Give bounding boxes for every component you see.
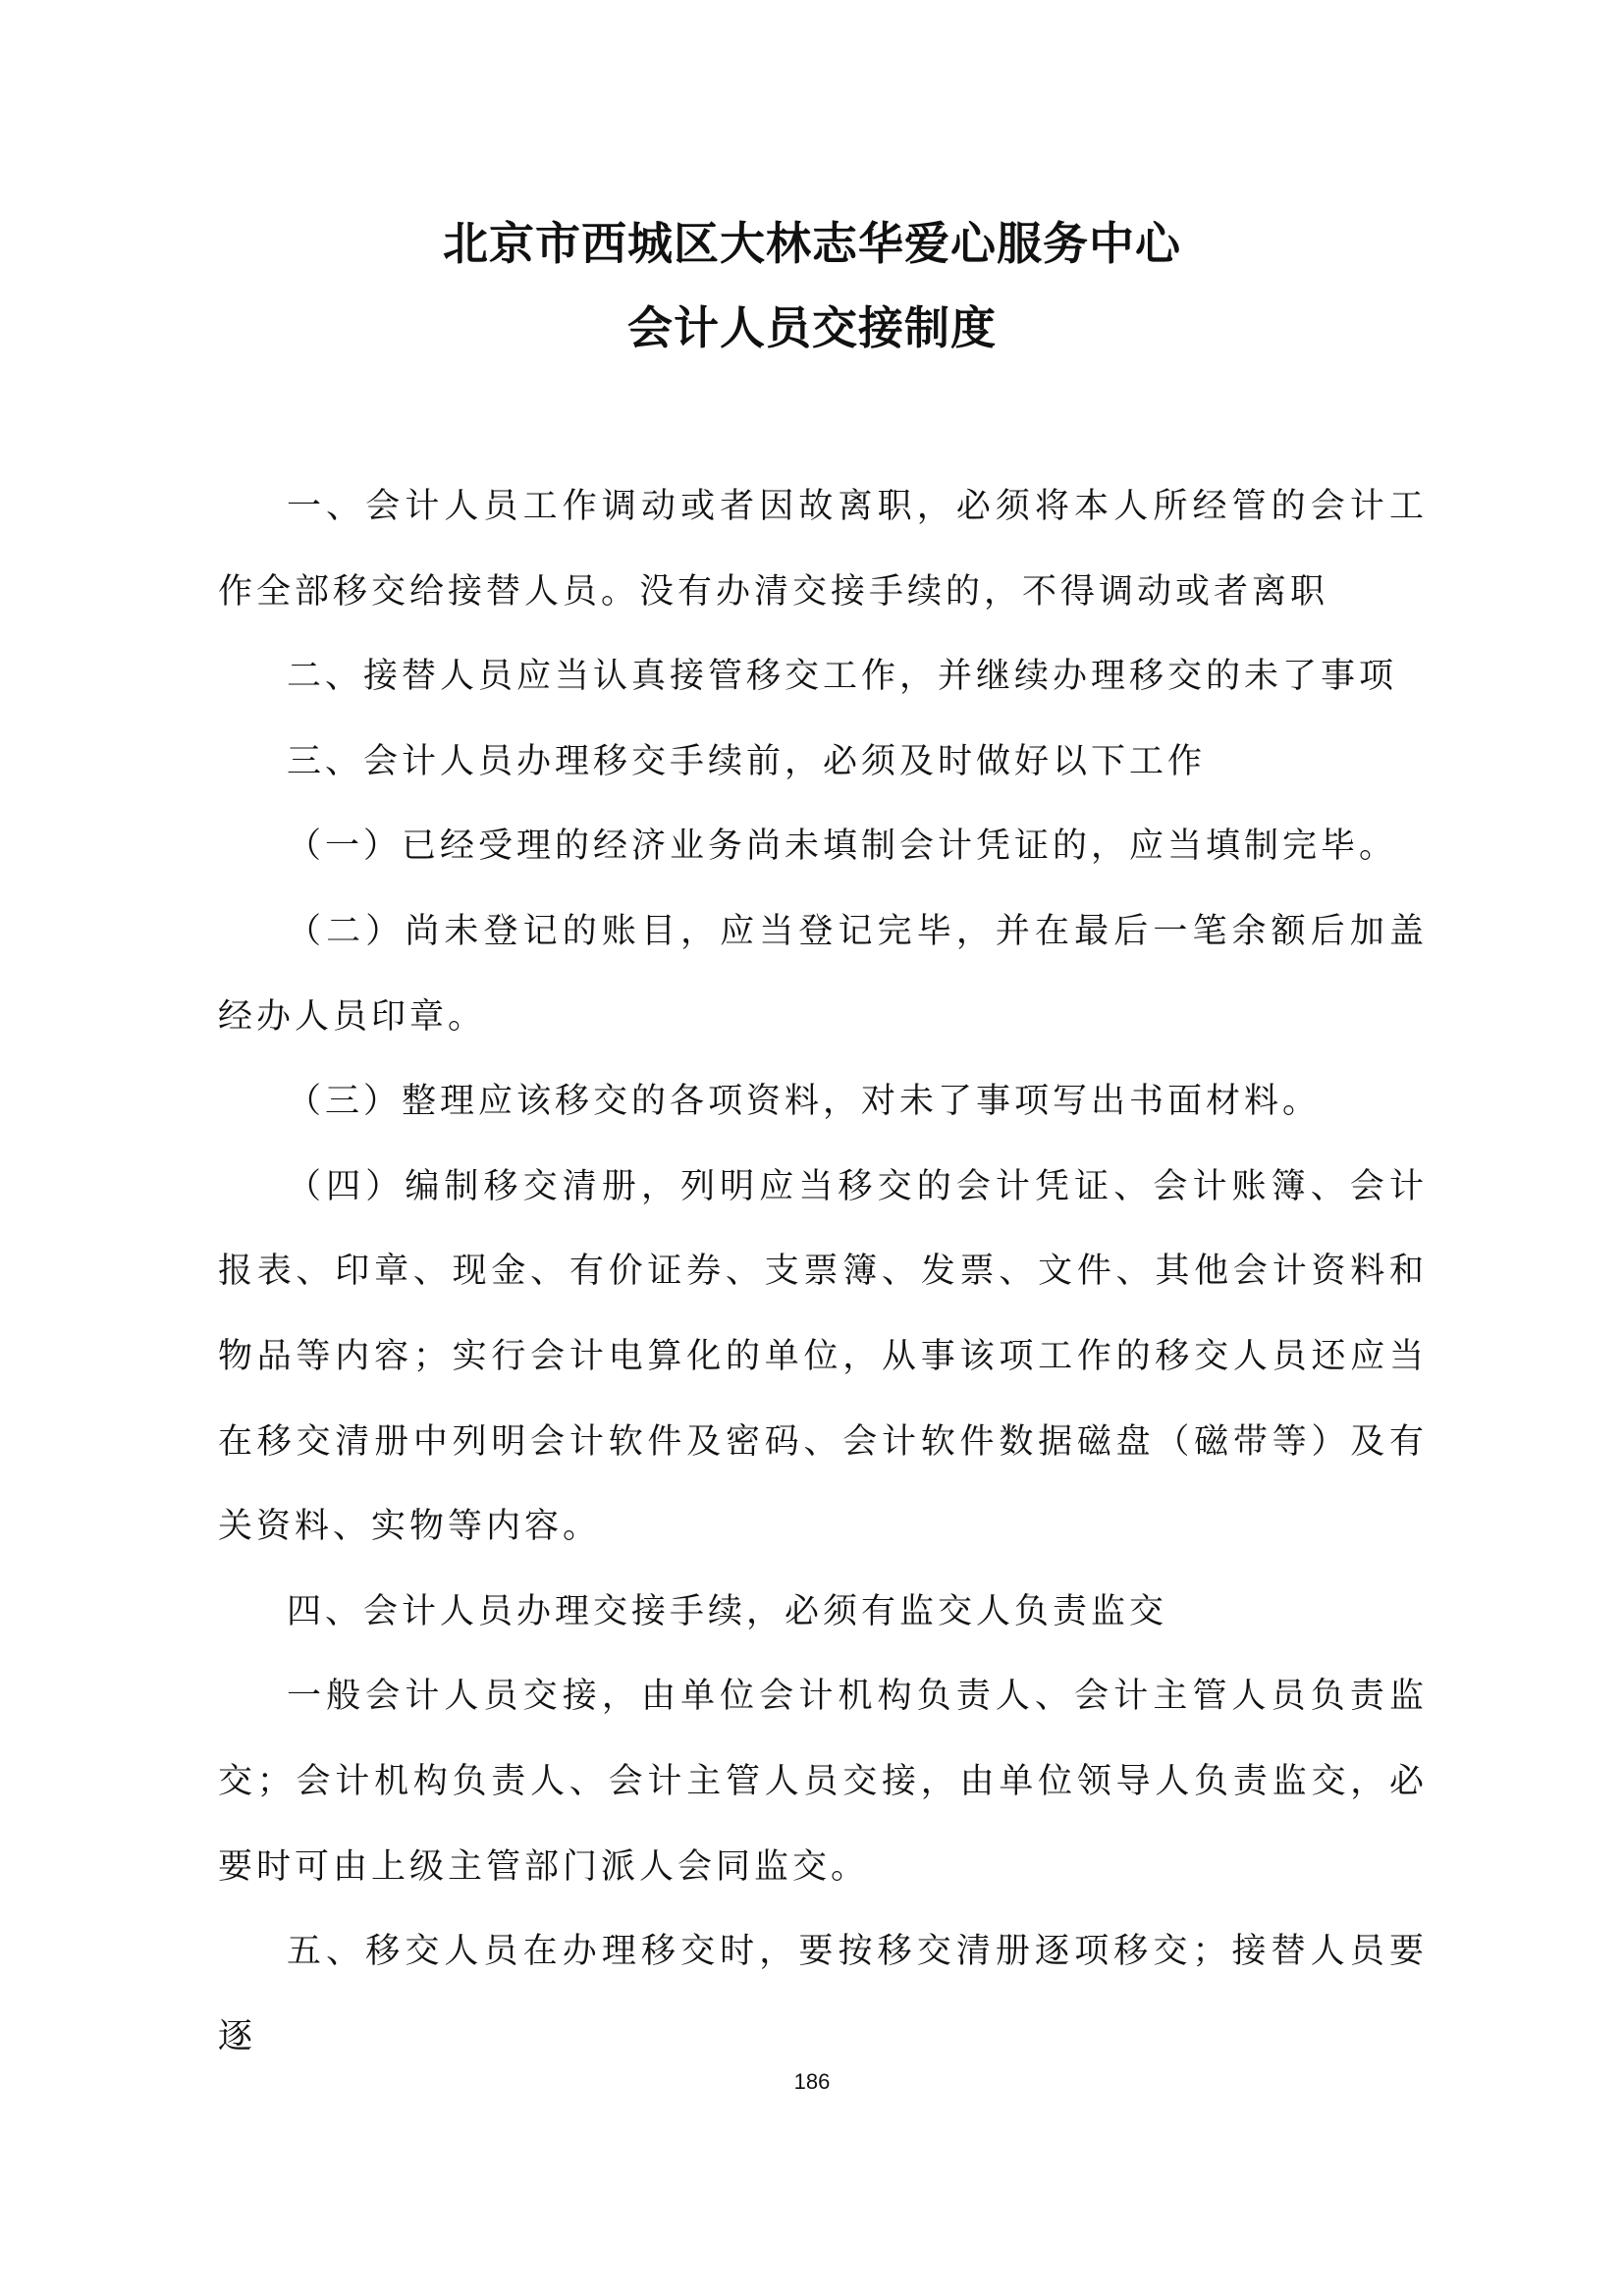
paragraph-1: 一、会计人员工作调动或者因故离职，必须将本人所经管的会计工作全部移交给接替人员。没有办清交接手续的，不得调动或者离职 <box>218 487 1428 612</box>
paragraph-5: （二）尚未登记的账目，应当登记完毕，并在最后一笔余额后加盖经办人员印章。 <box>218 911 1428 1037</box>
paragraph-7: （四）编制移交清册，列明应当移交的会计凭证、会计账簿、会计报表、印章、现金、有价证券、支票簿、发票、文件、其他会计资料和物品等内容；实行会计电算化的单位，从事该项工作的移交人员还应当在移交清册中列明会计软件及密码、会计软件数据磁盘（磁带等）及有关资料、实物等内容。 <box>218 1166 1428 1547</box>
document-title <box>0 216 1624 355</box>
page-number: 186 <box>793 2069 831 2094</box>
document-body <box>218 464 1428 2079</box>
title-organization: 北京市西城区大林志华爱心服务中心 <box>443 217 1181 270</box>
paragraph-2: 二、接替人员应当认真接管移交工作，并继续办理移交的未了事项 <box>287 657 1398 697</box>
paragraph-10: 五、移交人员在办理移交时，要按移交清册逐项移交；接替人员要逐 <box>218 1932 1428 2056</box>
paragraph-4: （一）已经受理的经济业务尚未填制会计凭证的，应当填制完毕。 <box>287 827 1398 867</box>
paragraph-3: 三、会计人员办理移交手续前，必须及时做好以下工作 <box>287 741 1207 781</box>
paragraph-8: 四、会计人员办理交接手续，必须有监交人负责监交 <box>287 1591 1168 1631</box>
paragraph-6: （三）整理应该移交的各项资料，对未了事项写出书面材料。 <box>287 1082 1322 1122</box>
title-regulation: 会计人员交接制度 <box>627 301 997 354</box>
paragraph-9: 一般会计人员交接，由单位会计机构负责人、会计主管人员负责监交；会计机构负责人、会计主管人员交接，由单位领导人负责监交，必要时可由上级主管部门派人会同监交。 <box>218 1677 1428 1887</box>
